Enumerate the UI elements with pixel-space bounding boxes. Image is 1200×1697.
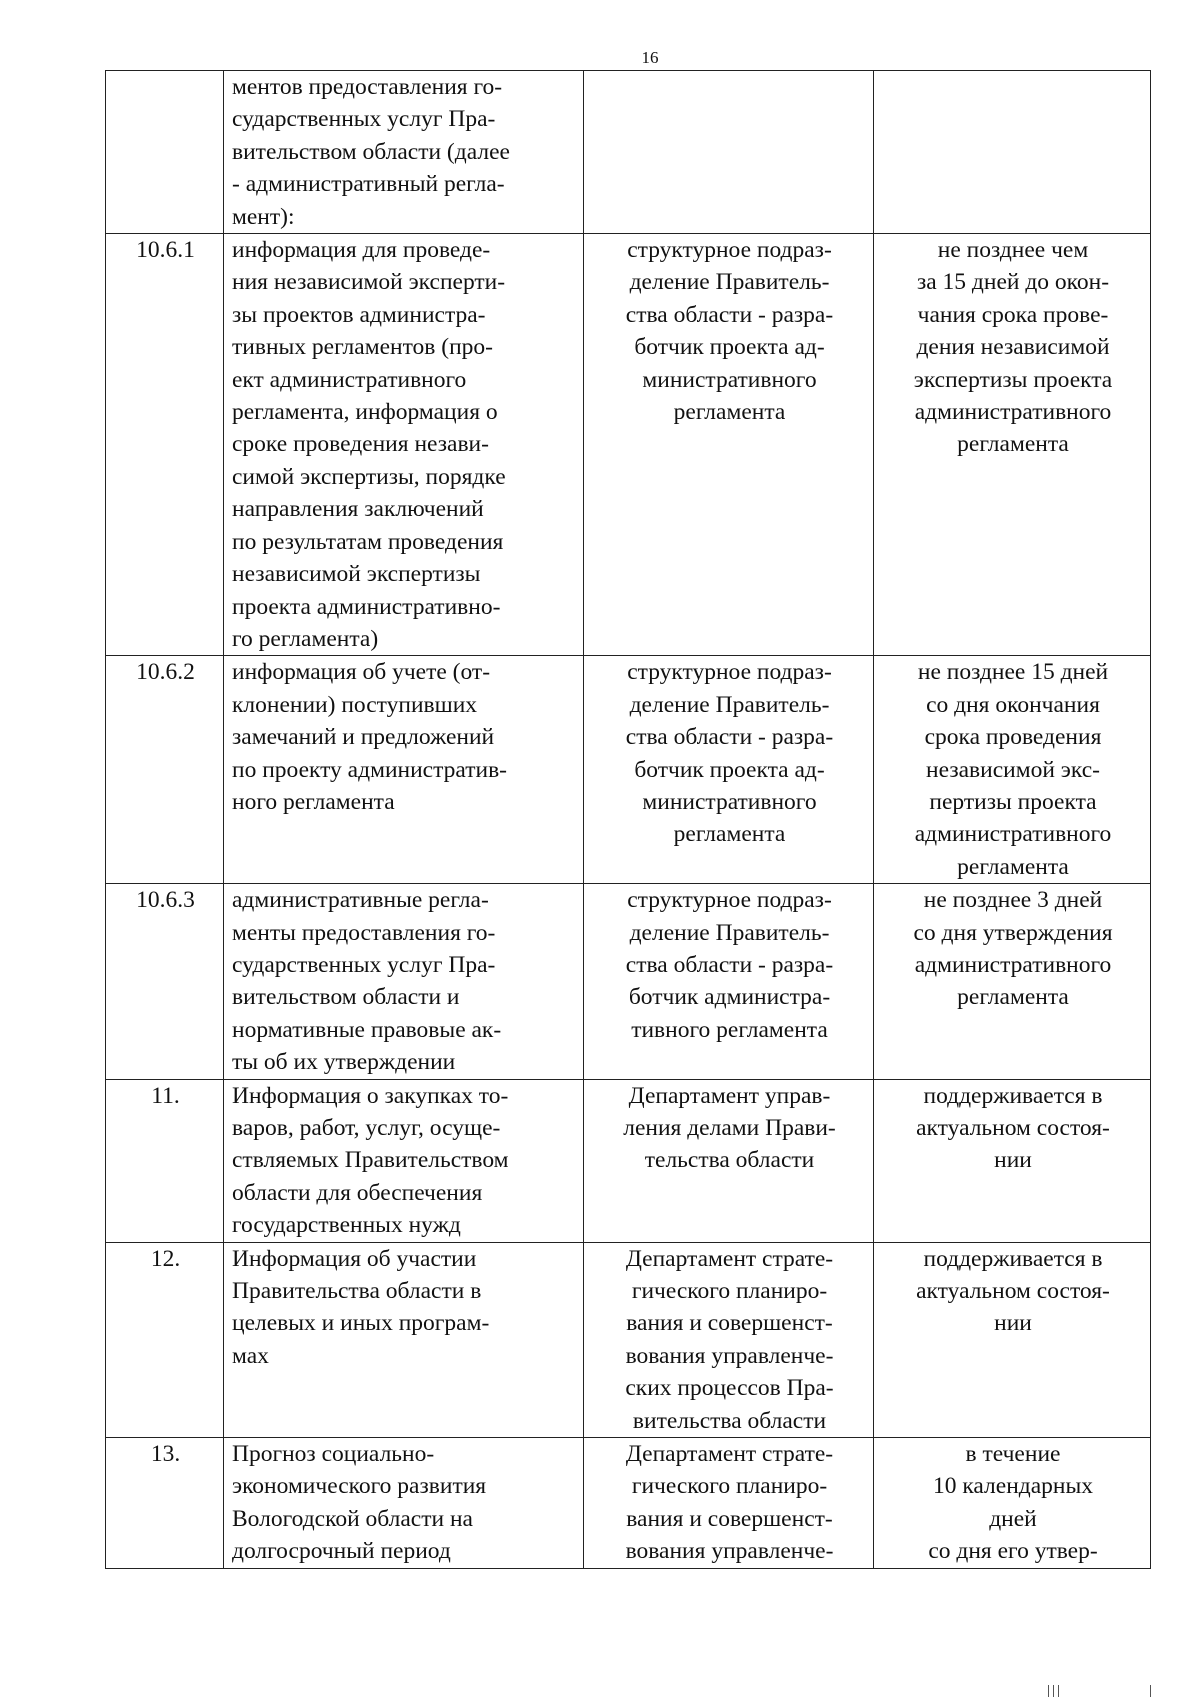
text-line: ект административного — [232, 366, 467, 393]
table-row — [106, 71, 1151, 234]
text-line: структурное подраз- — [627, 659, 832, 686]
text-line: независимой экс- — [926, 756, 1100, 783]
text-line: ного регламента — [232, 788, 395, 815]
text-line: дения независимой — [916, 334, 1110, 361]
text-line: менты предоставления го- — [232, 919, 496, 946]
text-line: вительством области и — [232, 984, 460, 1011]
text-line: ства области - разра- — [625, 724, 834, 751]
table-row — [106, 656, 1151, 884]
text-line: долгосрочный период — [232, 1538, 451, 1565]
text-line: административного — [914, 951, 1112, 978]
text-line: регламента — [957, 853, 1069, 880]
row-description — [224, 1079, 584, 1242]
table-row — [106, 1242, 1151, 1437]
text-line: гического планиро- — [631, 1473, 828, 1500]
text-line: вания и совершенст- — [626, 1310, 833, 1337]
text-line: поддерживается в — [923, 1245, 1103, 1272]
text-line: мент): — [232, 203, 295, 230]
text-line: в течение — [965, 1441, 1061, 1468]
text-line: вания и совершенст- — [626, 1505, 833, 1532]
text-line: административные регла- — [232, 887, 489, 914]
text-line: структурное подраз- — [627, 237, 832, 264]
text-line: тивного регламента — [631, 1016, 828, 1043]
text-line: Департамент управ- — [628, 1082, 831, 1109]
row-number: 10.6.2 — [106, 656, 224, 884]
row-responsible — [584, 1079, 874, 1242]
text-line: Департамент страте- — [625, 1441, 834, 1468]
text-line: структурное подраз- — [627, 887, 832, 914]
page-number: 16 — [641, 48, 659, 67]
row-description — [224, 234, 584, 656]
text-line: сударственных услуг Пра- — [232, 951, 496, 978]
text-line: деление Правитель- — [629, 269, 830, 296]
text-line: направления заключений — [232, 496, 484, 523]
text-line: целевых и иных програм- — [232, 1310, 490, 1337]
text-line: ботчик администра- — [628, 984, 831, 1011]
text-line: регламента — [673, 399, 786, 426]
text-line: сроке проведения незави- — [232, 431, 489, 458]
text-line: симой экспертизы, порядке — [232, 463, 506, 490]
scan-edge-marks — [1040, 1683, 1160, 1697]
text-line: дней — [989, 1505, 1037, 1532]
text-line: поддерживается в — [923, 1082, 1103, 1109]
text-line: со дня его утвер- — [928, 1538, 1098, 1565]
text-line: со дня утверждения — [913, 919, 1113, 946]
text-line: министративного — [642, 788, 817, 815]
table-row — [106, 234, 1151, 656]
text-line: ствляемых Правительством — [232, 1147, 509, 1174]
text-line: информация для проведе- — [232, 237, 491, 264]
row-deadline — [874, 1242, 1151, 1437]
text-line: независимой экспертизы — [232, 561, 481, 588]
text-line: нии — [994, 1147, 1032, 1174]
text-line: тельства области — [644, 1147, 815, 1174]
row-number — [106, 71, 224, 234]
row-responsible — [584, 656, 874, 884]
text-line: нормативные правовые ак- — [232, 1016, 502, 1043]
row-responsible — [584, 234, 874, 656]
row-deadline — [874, 71, 1151, 234]
text-line: области для обеспечения — [232, 1179, 483, 1206]
text-line: регламента — [957, 984, 1069, 1011]
text-line: 10 календарных — [932, 1473, 1094, 1500]
text-line: нии — [994, 1310, 1032, 1337]
row-deadline — [874, 234, 1151, 656]
text-line: гического планиро- — [631, 1278, 828, 1305]
row-responsible — [584, 71, 874, 234]
row-number: 11. — [106, 1079, 224, 1242]
text-line: Вологодской области на — [232, 1505, 473, 1532]
table-row — [106, 884, 1151, 1079]
text-line: регламента, информация о — [232, 399, 498, 426]
row-description — [224, 884, 584, 1079]
text-line: административного — [914, 821, 1112, 848]
text-line: ботчик проекта ад- — [634, 334, 825, 361]
text-line: пертизы проекта — [929, 788, 1097, 815]
text-line: ления делами Прави- — [623, 1115, 836, 1141]
row-description — [224, 71, 584, 234]
text-line: информация об учете (от- — [232, 659, 491, 686]
text-line: экономического развития — [232, 1473, 487, 1500]
text-line: ты об их утверждении — [232, 1049, 456, 1076]
row-number: 13. — [106, 1438, 224, 1569]
text-line: мах — [232, 1342, 269, 1369]
row-deadline — [874, 656, 1151, 884]
row-deadline — [874, 1438, 1151, 1569]
text-line: не позднее чем — [937, 237, 1089, 264]
text-line: регламента — [673, 821, 786, 848]
text-line: вования управленче- — [625, 1342, 834, 1369]
text-line: регламента — [957, 431, 1069, 458]
row-number: 10.6.3 — [106, 884, 224, 1079]
document-table — [105, 70, 1151, 1569]
text-line: Информация об участии — [232, 1245, 477, 1272]
text-line: актуальном состоя- — [916, 1278, 1110, 1305]
text-line: административного — [914, 399, 1112, 426]
text-line: ских процессов Пра- — [625, 1375, 834, 1402]
text-line: - административный регла- — [232, 171, 505, 198]
text-line: актуальном состоя- — [916, 1115, 1110, 1141]
text-line: сударственных услуг Пра- — [232, 106, 496, 133]
row-deadline — [874, 884, 1151, 1079]
text-line: министративного — [642, 366, 817, 393]
text-line: Информация о закупках то- — [232, 1082, 509, 1109]
text-line: ния независимой эксперти- — [232, 269, 506, 296]
text-line: Правительства области в — [232, 1278, 482, 1305]
text-line: за 15 дней до окон- — [916, 269, 1110, 296]
row-responsible — [584, 884, 874, 1079]
text-line: вительства области — [632, 1407, 827, 1434]
text-line: ства области - разра- — [625, 951, 834, 978]
text-line: го регламента) — [232, 625, 379, 652]
text-line: деление Правитель- — [629, 919, 830, 946]
text-line: срока проведения — [924, 724, 1102, 751]
row-description — [224, 656, 584, 884]
text-line: вования управленче- — [625, 1538, 834, 1565]
text-line: по проекту административ- — [232, 756, 508, 783]
text-line: ментов предоставления го- — [232, 74, 503, 100]
text-line: варов, работ, услуг, осуще- — [232, 1115, 501, 1141]
row-description — [224, 1242, 584, 1437]
text-line: не позднее 15 дней — [917, 659, 1109, 686]
text-line: государственных нужд — [232, 1212, 461, 1239]
text-line: по результатам проведения — [232, 528, 504, 555]
text-line: не позднее 3 дней — [923, 887, 1103, 914]
text-line: деление Правитель- — [629, 691, 830, 718]
text-line: зы проектов администра- — [232, 301, 486, 328]
row-responsible — [584, 1242, 874, 1437]
text-line: ботчик проекта ад- — [634, 756, 825, 783]
row-deadline — [874, 1079, 1151, 1242]
text-line: Прогноз социально- — [232, 1441, 435, 1468]
text-line: экспертизы проекта — [913, 366, 1113, 393]
text-line: чания срока прове- — [917, 301, 1109, 328]
text-line: Департамент страте- — [625, 1245, 834, 1272]
text-line: со дня окончания — [926, 691, 1100, 718]
row-number: 10.6.1 — [106, 234, 224, 656]
text-line: проекта административно- — [232, 593, 501, 620]
table-row — [106, 1438, 1151, 1569]
table-row — [106, 1079, 1151, 1242]
row-responsible — [584, 1438, 874, 1569]
text-line: тивных регламентов (про- — [232, 334, 494, 361]
row-description — [224, 1438, 584, 1569]
text-line: замечаний и предложений — [232, 724, 495, 751]
row-number: 12. — [106, 1242, 224, 1437]
text-line: ства области - разра- — [625, 301, 834, 328]
text-line: вительством области (далее — [232, 138, 510, 165]
text-line: клонении) поступивших — [232, 691, 478, 718]
